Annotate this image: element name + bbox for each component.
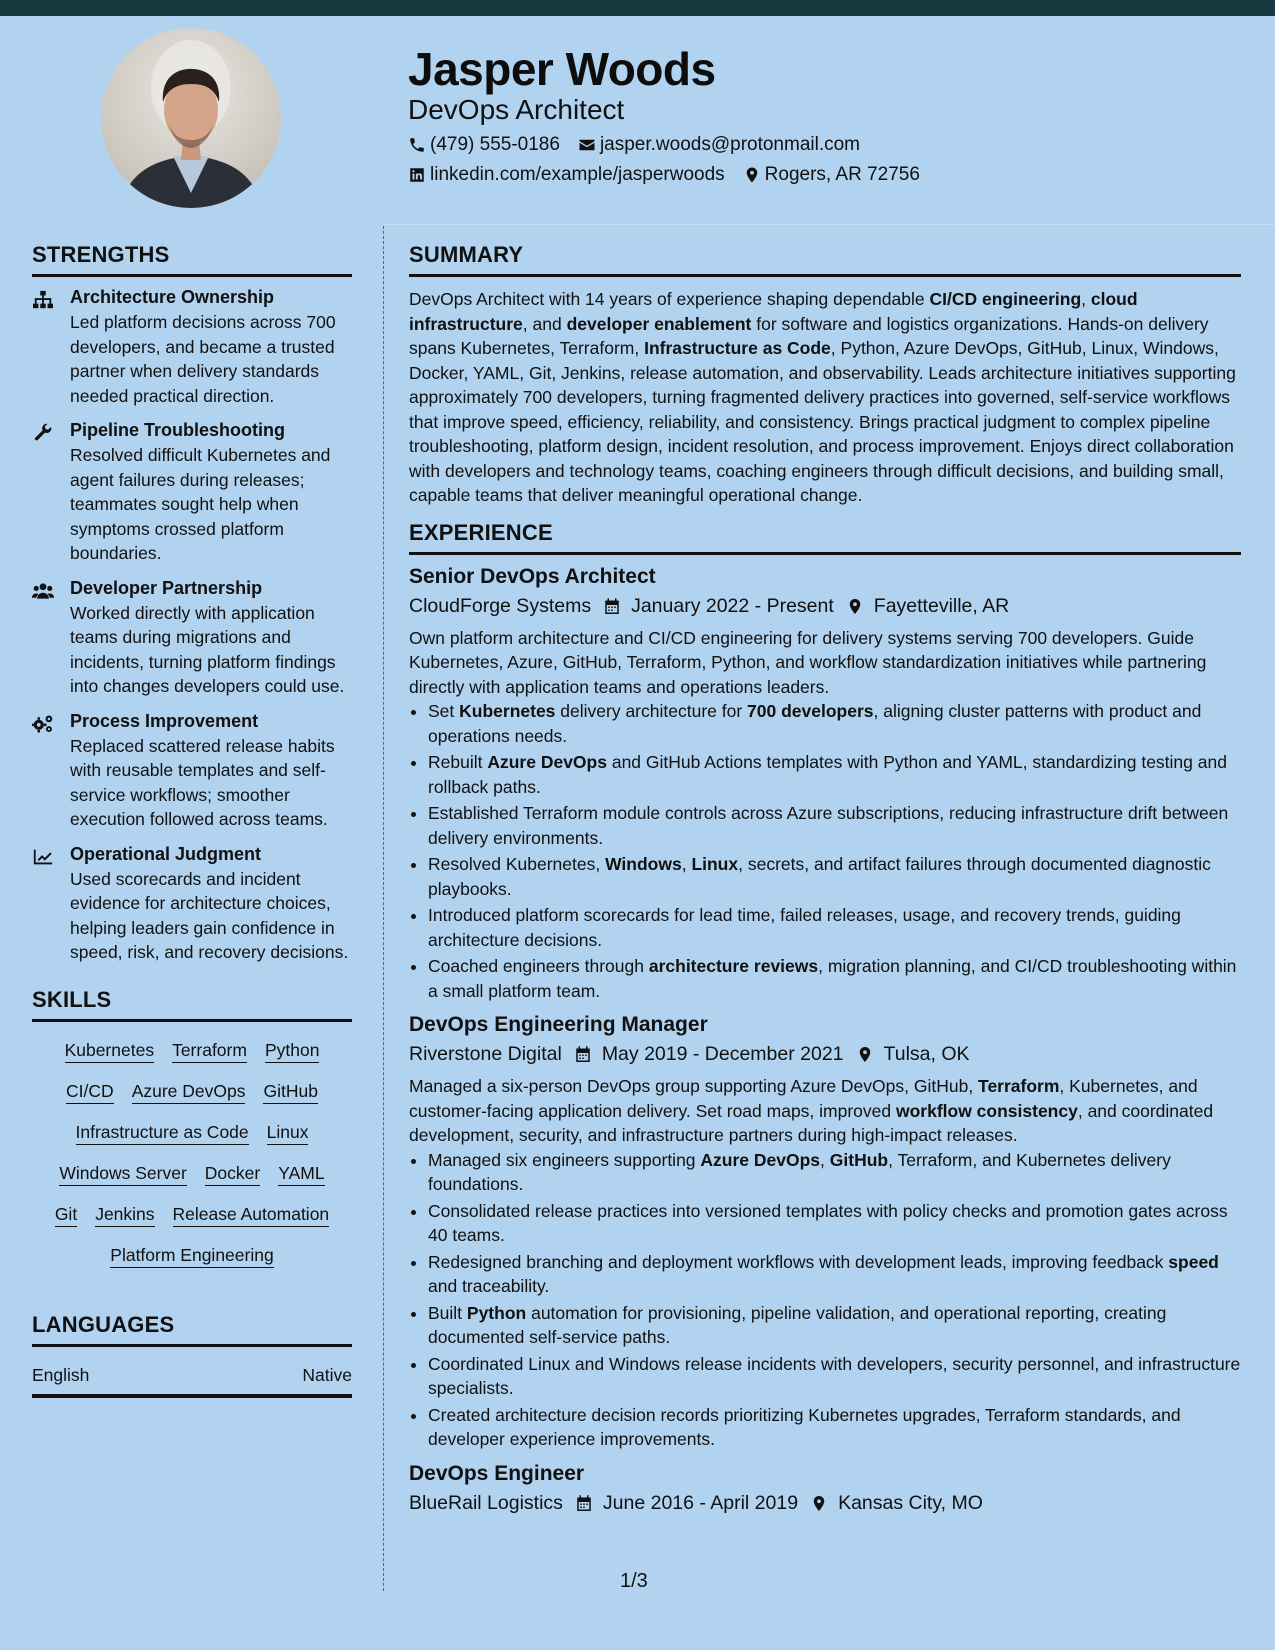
left-column: [32, 242, 352, 1398]
job-bullet: • Managed six engineers supporting Azure DevOps, GitHub, Terraform, and Kubernetes delivery foundations.: [428, 1148, 1241, 1197]
chart-line-icon: [32, 847, 54, 867]
job-dates: January 2022 - Present: [631, 594, 834, 617]
candidate-name: Jasper Woods: [408, 43, 716, 95]
skill-tag: Windows Server: [59, 1163, 186, 1186]
skill-tag: Kubernetes: [65, 1040, 155, 1063]
skills-heading: SKILLS: [32, 987, 352, 1022]
job-bullet: • Consolidated release practices into versioned templates with policy checks and promotion gates across 40 teams.: [428, 1199, 1241, 1248]
right-column: [409, 242, 1241, 1523]
skill-tag: Terraform: [172, 1040, 247, 1063]
users-icon: [32, 581, 54, 601]
skill-tag: CI/CD: [66, 1081, 114, 1104]
map-pin-icon: [856, 1045, 874, 1064]
job-bullet: • Built Python automation for provisioning, pipeline validation, and operational reporting, creating documented self-service paths.: [428, 1301, 1241, 1350]
job-title: DevOps Engineer: [409, 1461, 585, 1485]
sitemap-icon: [32, 290, 54, 310]
strength-item: [32, 420, 352, 566]
skill-tag: Platform Engineering: [110, 1245, 273, 1268]
job-bullets: [409, 1148, 1241, 1452]
location-text: Rogers, AR 72756: [764, 164, 920, 185]
skill-tag: Jenkins: [95, 1204, 154, 1227]
skill-tag: Azure DevOps: [132, 1081, 246, 1104]
job-entry: [409, 1013, 1241, 1452]
contact-row-2: [408, 164, 938, 186]
strength-desc: Worked directly with application teams during migrations and incidents, turning platform findings into changes developers could use.: [70, 602, 345, 696]
page-number: 1/3: [620, 1570, 648, 1592]
calendar-icon: [603, 597, 621, 616]
strength-desc: Resolved difficult Kubernetes and agent failures during releases; teammates sought help when symptoms crossed platform boundaries.: [70, 445, 331, 563]
map-pin-icon: [810, 1494, 828, 1513]
summary-heading: SUMMARY: [409, 242, 1241, 277]
candidate-role: DevOps Architect: [408, 94, 625, 125]
job-bullet: • Coordinated Linux and Windows release incidents with developers, security personnel, and infrastructure specialists.: [428, 1352, 1241, 1401]
skill-tag: Release Automation: [173, 1204, 330, 1227]
skill-tag: Git: [55, 1204, 77, 1227]
language-row: [32, 1357, 352, 1398]
job-bullet: • Set Kubernetes delivery architecture for 700 developers, aligning cluster patterns with product and operations needs.: [428, 699, 1241, 748]
location-contact: [743, 164, 920, 186]
job-location: Kansas City, MO: [838, 1491, 983, 1514]
job-bullet: • Resolved Kubernetes, Windows, Linux, secrets, and artifact failures through documented diagnostic playbooks.: [428, 852, 1241, 901]
strength-item: [32, 578, 352, 699]
summary-text: DevOps Architect with 14 years of experience shaping dependable CI/CD engineering, cloud infrastructure, and developer enablement for software and logistics organizations. Hands-on delivery spans Kubernetes, Terraform, Infrastructure as Code, Python, Azure DevOps, GitHub, Linux, Windows, Docker, YAML, Git, Jenkins, release automation, and observability. Leads architecture initiatives supporting approximately 700 developers, turning fragmented delivery practices into governed, self-service workflows that improve speed, efficiency, reliability, and consistency. Brings practical judgment to complex pipeline troubleshooting, platform design, incident resolution, and process improvement. Enjoys direct collaboration with developers and technology teams, coaching engineers through difficult decisions, and building small, capable teams that deliver meaningful operational change.: [409, 289, 1236, 505]
skill-tag: GitHub: [263, 1081, 317, 1104]
strength-desc: Led platform decisions across 700 developers, and became a trusted partner when delivery standards needed practical direction.: [70, 312, 336, 406]
calendar-icon: [575, 1494, 593, 1513]
wrench-icon: [32, 423, 54, 443]
map-pin-icon: [846, 597, 864, 616]
language-level: Native: [302, 1364, 352, 1385]
linkedin-icon: [408, 166, 426, 184]
job-meta: [409, 1043, 1241, 1066]
job-bullet: • Redesigned branching and deployment workflows with development leads, improving feedback speed and traceability.: [428, 1250, 1241, 1299]
email-text[interactable]: jasper.woods@protonmail.com: [599, 134, 861, 155]
job-bullets: [409, 699, 1241, 1003]
job-company: BlueRail Logistics: [409, 1491, 563, 1514]
job-location: Tulsa, OK: [883, 1043, 970, 1065]
strength-title: Architecture Ownership: [70, 287, 275, 307]
strength-title: Pipeline Troubleshooting: [70, 420, 286, 440]
strength-title: Process Improvement: [70, 710, 259, 731]
languages-heading: LANGUAGES: [32, 1312, 352, 1347]
job-company: CloudForge Systems: [409, 594, 592, 617]
job-location: Fayetteville, AR: [873, 594, 1010, 617]
strength-title: Operational Judgment: [70, 843, 262, 864]
job-company: Riverstone Digital: [409, 1043, 562, 1065]
skill-tag: YAML: [278, 1163, 324, 1186]
strengths-list: [32, 287, 352, 965]
job-entry: [409, 565, 1241, 1004]
phone-contact: [408, 134, 560, 156]
top-bar: [0, 0, 1275, 16]
strength-title: Developer Partnership: [70, 577, 263, 598]
job-bullet: • Introduced platform scorecards for lead time, failed releases, usage, and recovery trends, guiding architecture decisions.: [428, 903, 1241, 952]
gears-icon: [32, 714, 54, 734]
skill-tag: Infrastructure as Code: [76, 1122, 249, 1145]
job-bullet: • Created architecture decision records prioritizing Kubernetes upgrades, Terraform standards, and developer experience improvements.: [428, 1403, 1241, 1452]
strength-item: [32, 844, 352, 965]
experience-heading: EXPERIENCE: [409, 520, 1241, 555]
job-meta: [409, 595, 1241, 618]
skill-tag: Docker: [205, 1163, 260, 1186]
strength-item: [32, 711, 352, 832]
strength-item: [32, 287, 352, 408]
map-pin-icon: [743, 166, 761, 184]
calendar-icon: [574, 1045, 592, 1064]
column-divider: [383, 226, 384, 1591]
experience-list: [409, 565, 1241, 1515]
job-dates: May 2019 - December 2021: [601, 1043, 844, 1065]
envelope-icon: [578, 136, 596, 154]
email-contact[interactable]: [578, 134, 860, 156]
job-description: Own platform architecture and CI/CD engineering for delivery systems serving 700 developers. Guide Kubernetes, Azure, GitHub, Terraform, Python, and workflow standardization initiatives while partnering directly with application teams and operations leaders.: [409, 627, 1207, 697]
job-title: DevOps Engineering Manager: [409, 1013, 708, 1036]
contact-row-1: [408, 134, 878, 156]
profile-photo: [101, 28, 281, 208]
strength-desc: Used scorecards and incident evidence for architecture choices, helping leaders gain confidence in speed, risk, and recovery decisions.: [70, 868, 349, 962]
phone-text: (479) 555-0186: [430, 134, 560, 155]
job-title: Senior DevOps Architect: [409, 564, 656, 588]
job-meta: [409, 1492, 1241, 1515]
linkedin-text[interactable]: linkedin.com/example/jasperwoods: [430, 164, 725, 185]
header-divider: [384, 224, 1275, 225]
job-bullet: • Coached engineers through architecture reviews, migration planning, and CI/CD troubleshooting within a small platform team.: [428, 954, 1241, 1003]
strengths-heading: STRENGTHS: [32, 242, 352, 277]
phone-icon: [408, 136, 426, 154]
job-description: Managed a six-person DevOps group supporting Azure DevOps, GitHub, Terraform, Kubernetes, and customer-facing application delivery. Set road maps, improved workflow consistency, and coordinated development, security, and infrastructure partners during high-impact releases.: [409, 1076, 1214, 1145]
job-dates: June 2016 - April 2019: [602, 1491, 799, 1514]
skills-list: [32, 1032, 352, 1286]
strength-desc: Replaced scattered release habits with reusable templates and self-service workflows; smoother execution followed across teams.: [70, 735, 335, 829]
job-bullet: • Rebuilt Azure DevOps and GitHub Actions templates with Python and YAML, standardizing testing and rollback paths.: [428, 750, 1241, 799]
skill-tag: Python: [265, 1040, 319, 1063]
linkedin-contact[interactable]: [408, 164, 725, 186]
job-entry: [409, 1462, 1241, 1515]
job-bullet: • Established Terraform module controls across Azure subscriptions, reducing infrastructure drift between delivery environments.: [428, 801, 1241, 850]
language-name: English: [32, 1364, 90, 1385]
skill-tag: Linux: [267, 1122, 309, 1145]
